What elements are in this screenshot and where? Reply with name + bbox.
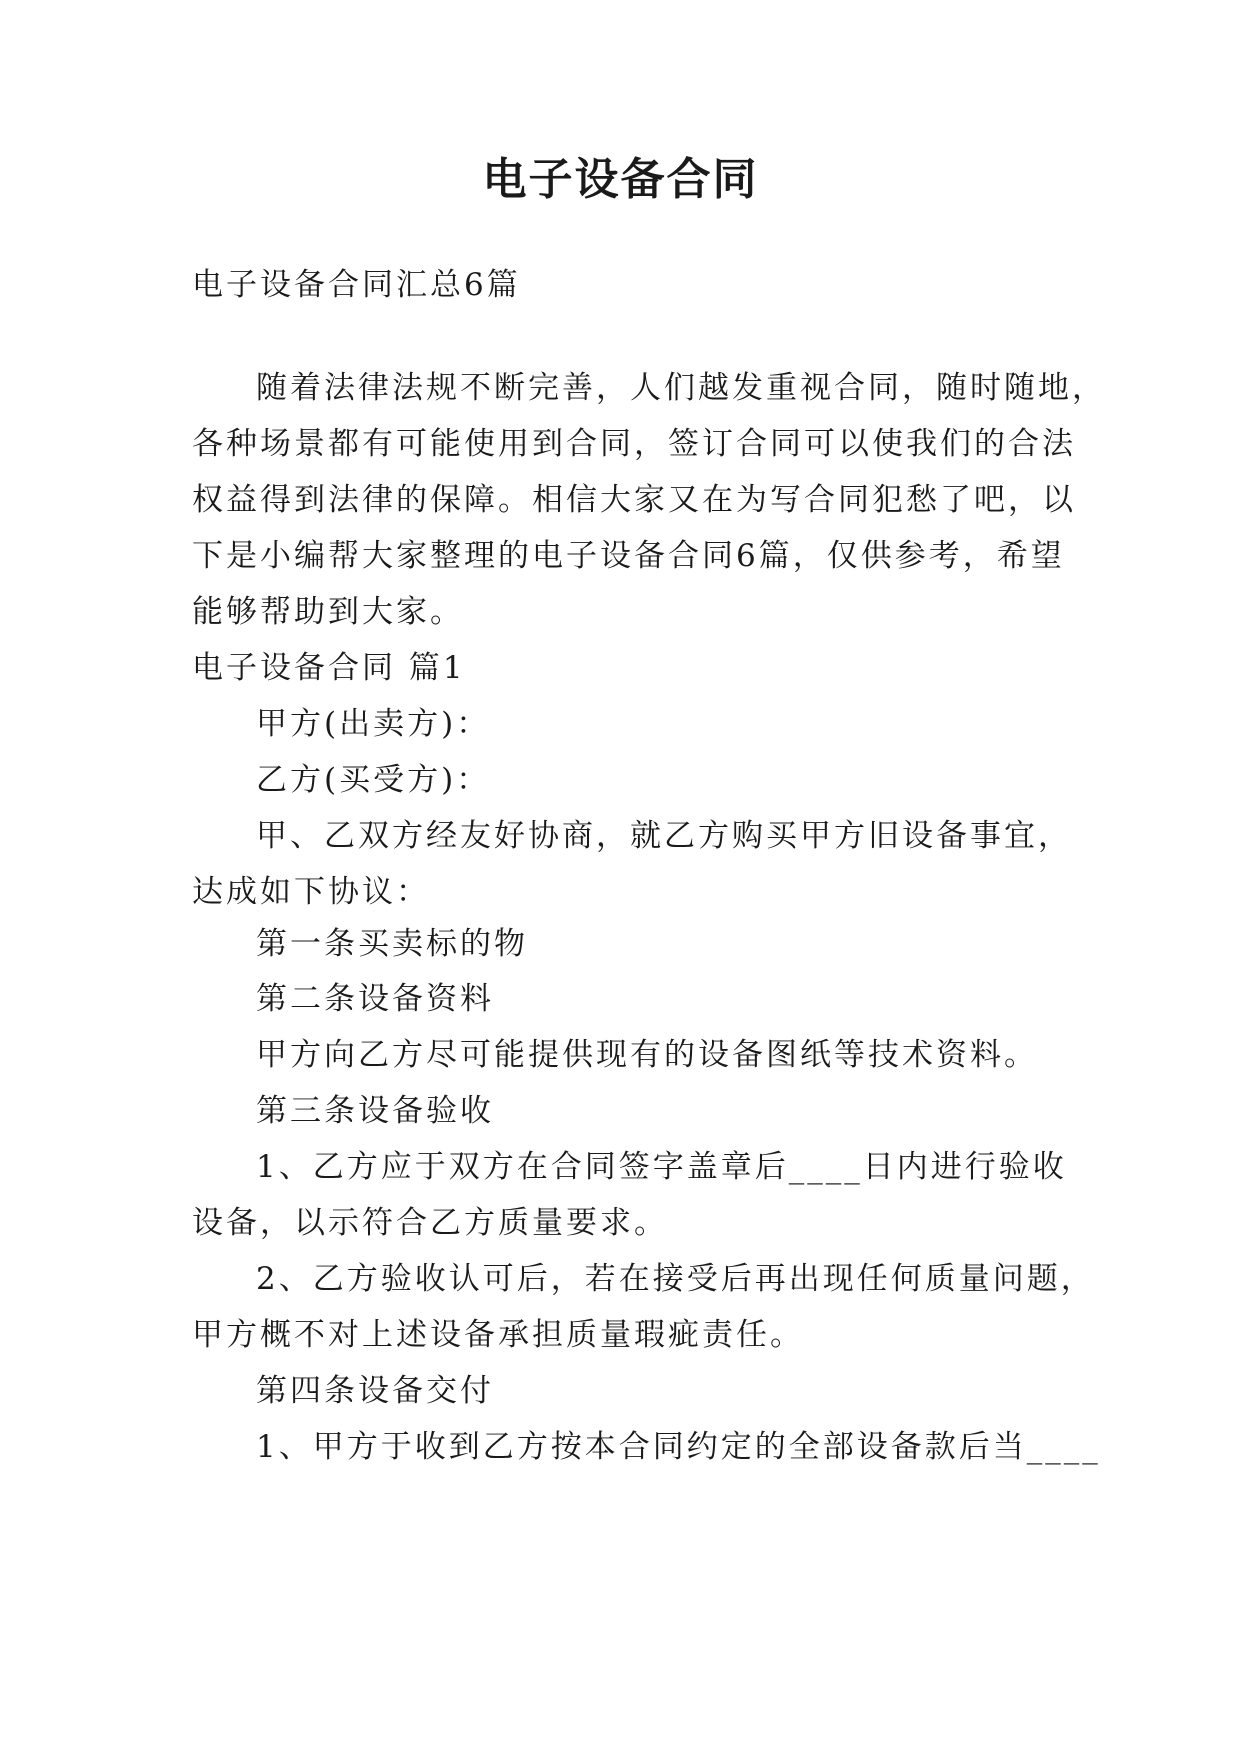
article-2-text: 甲方向乙方尽可能提供现有的设备图纸等技术资料。 [256,1037,1038,1073]
party-b-label: 乙方(买受方)： [256,762,491,798]
article-3-item-2-cont: 甲方概不对上述设备承担质量瑕疵责任。 [192,1317,804,1353]
agreement-line: 甲、乙双方经友好协商，就乙方购买甲方旧设备事宜， [256,818,1072,854]
article-3-item-1: 1、乙方应于双方在合同签字盖章后____日内进行验收 [256,1149,1067,1185]
article-3-heading: 第三条设备验收 [256,1093,494,1129]
party-a-label: 甲方(出卖方)： [256,706,491,742]
intro-line: 随着法律法规不断完善，人们越发重视合同，随时随地， [256,370,1106,406]
document-title: 电子设备合同 [482,154,759,205]
article-1-heading: 第一条买卖标的物 [256,926,528,962]
article-4-heading: 第四条设备交付 [256,1373,494,1409]
article-3-item-2: 2、乙方验收认可后，若在接受后再出现任何质量问题， [256,1261,1095,1297]
intro-line: 权益得到法律的保障。相信大家又在为写合同犯愁了吧，以 [192,482,1076,518]
intro-line: 各种场景都有可能使用到合同，签订合同可以使我们的合法 [192,426,1076,462]
intro-line: 能够帮助到大家。 [192,594,464,630]
article-4-item-1: 1、甲方于收到乙方按本合同约定的全部设备款后当____ [256,1429,1101,1465]
intro-line: 下是小编帮大家整理的电子设备合同6篇，仅供参考，希望 [192,538,1065,574]
article-3-item-1-cont: 设备，以示符合乙方质量要求。 [192,1205,668,1241]
document-subtitle: 电子设备合同汇总6篇 [192,267,521,303]
agreement-line: 达成如下协议： [192,874,430,910]
article-2-heading: 第二条设备资料 [256,981,494,1017]
section-heading: 电子设备合同 篇1 [192,650,466,686]
